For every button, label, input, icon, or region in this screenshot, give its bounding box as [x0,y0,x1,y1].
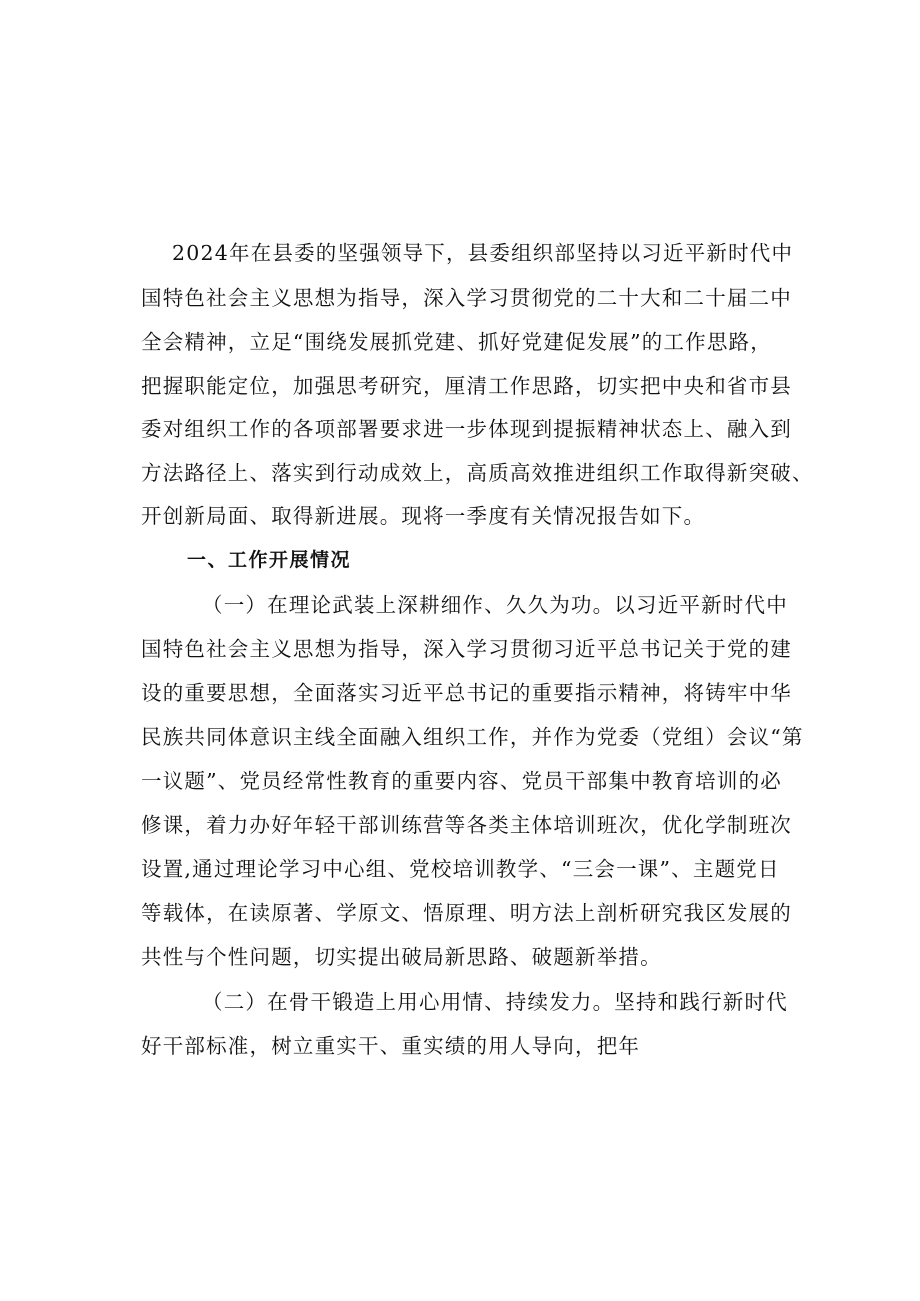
paragraph-intro-line-3: 全会精神，立足“围绕发展抓党建、抓好党建促发展”的工作思路， [141,330,772,354]
paragraph-one-line-1: （一）在理论武装上深耕细作、久久为功。以习近平新时代中 [202,593,788,617]
paragraph-intro-line-1: 2024年在县委的坚强领导下，县委组织部坚持以习近平新时代中 [172,241,794,265]
paragraph-one-line-9: 共性与个性问题，切实提出破局新思路、破题新举措。 [141,945,662,969]
paragraph-intro-line-5: 委对组织工作的各项部署要求进一步体现到提振精神状态上、融入到 [141,417,792,441]
paragraph-intro-line-6: 方法路径上、落实到行动成效上，高质高效推进组织工作取得新突破、 [141,461,814,485]
paragraph-intro-line-4: 把握职能定位，加强思考研究，厘清工作思路，切实把中央和省市县 [141,374,792,398]
paragraph-two-line-2: 好干部标准，树立重实干、重实绩的用人导向，把年 [141,1034,641,1058]
paragraph-one-line-8: 等载体，在读原著、学原文、悟原理、明方法上剖析研究我区发展的 [141,901,792,925]
paragraph-one-line-6: 修课，着力办好年轻干部训练营等各类主体培训班次，优化学制班次 [141,813,792,837]
paragraph-one-line-5: 一议题”、党员经常性教育的重要内容、党员干部集中教育培训的必 [141,769,782,793]
paragraph-two-line-1: （二）在骨干锻造上用心用情、持续发力。坚持和践行新时代 [202,990,788,1014]
paragraph-intro-line-2: 国特色社会主义思想为指导，深入学习贯彻党的二十大和二十届二中 [141,286,792,310]
paragraph-intro-line-7: 开创新局面、取得新进展。现将一季度有关情况报告如下。 [141,504,706,528]
paragraph-one-line-7: 设置,通过理论学习中心组、党校培训教学、“三会一课”、主题党日 [141,857,780,881]
section-heading: 一、工作开展情况 [187,549,352,571]
paragraph-one-line-2: 国特色社会主义思想为指导，深入学习贯彻习近平总书记关于党的建 [141,637,792,661]
paragraph-one-line-3: 设的重要思想，全面落实习近平总书记的重要指示精神，将铸牢中华 [141,681,792,705]
paragraph-one-line-4: 民族共同体意识主线全面融入组织工作，并作为党委（党组）会议“第 [141,725,804,749]
